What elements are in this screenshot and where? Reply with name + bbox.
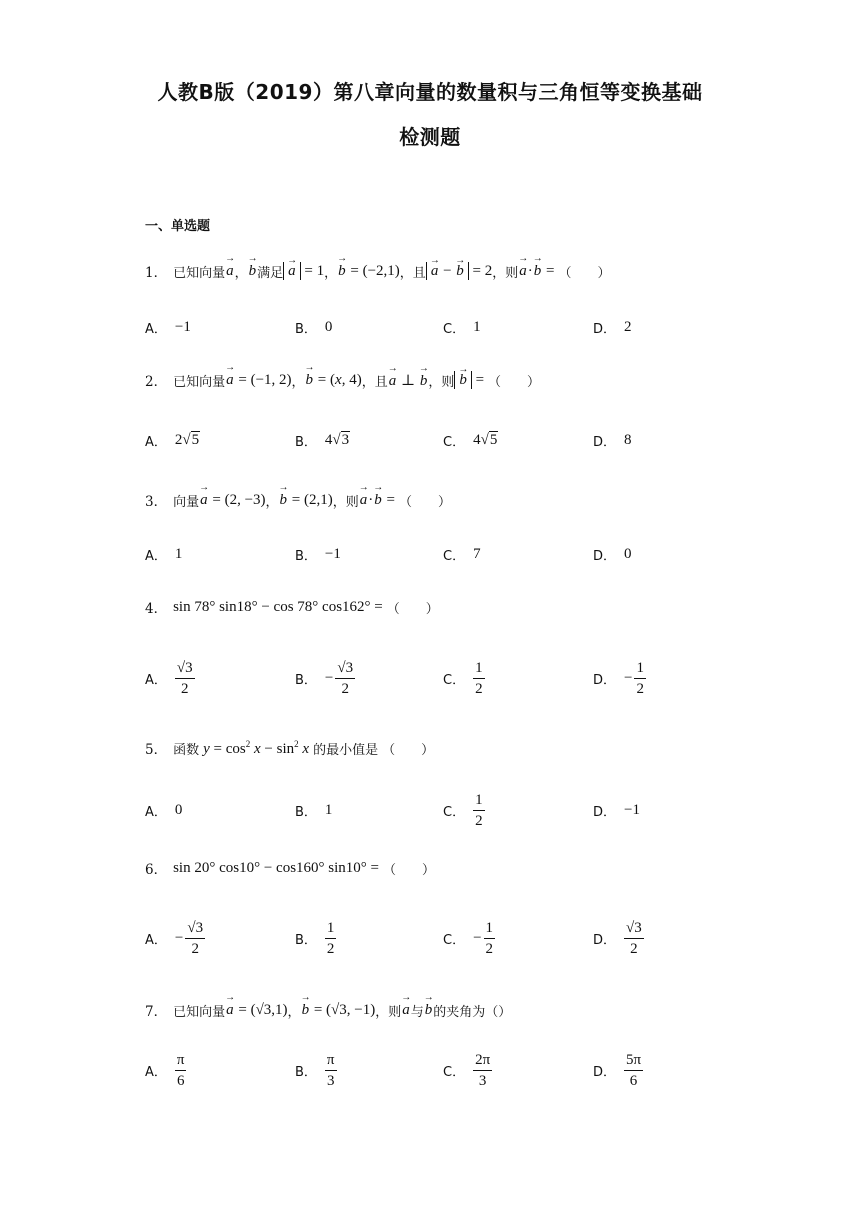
question-text: 向量 <box>173 494 200 510</box>
question-2 <box>145 365 540 395</box>
option-label: A． <box>145 672 167 688</box>
option-label: D． <box>593 1064 617 1080</box>
option-d[interactable] <box>593 918 644 958</box>
option-label: C． <box>443 548 466 564</box>
option-label: C． <box>443 672 466 688</box>
option-label: A． <box>145 932 167 948</box>
vector-b: → b <box>248 263 258 280</box>
options-6 <box>145 918 745 958</box>
question-text: ， <box>291 374 305 390</box>
option-b[interactable] <box>295 1050 337 1090</box>
fraction: $\frac{\pi}{6}$ <box>176 1051 185 1089</box>
vector-a: → a <box>401 1002 411 1019</box>
option-value: −1 <box>174 318 191 335</box>
option-value: 7 <box>473 545 481 562</box>
question-3 <box>145 485 451 515</box>
options-4 <box>145 658 745 698</box>
question-1 <box>145 256 611 286</box>
option-c[interactable] <box>443 420 498 460</box>
answer-blank: （ ） <box>382 742 435 758</box>
question-7 <box>145 995 511 1025</box>
option-b[interactable]: B． − $\frac{√3}{2}$ <box>295 659 354 697</box>
question-text: ， <box>287 1004 301 1020</box>
option-label: C． <box>443 321 466 337</box>
options-7 <box>145 1050 745 1090</box>
formula: → b = (2,1) <box>279 492 333 509</box>
question-number: 3． <box>145 494 168 510</box>
option-value: 8 <box>624 431 632 448</box>
option-label: C． <box>443 804 466 820</box>
fraction: $\frac{1}{2}$ <box>485 919 494 957</box>
question-text: 函数 <box>173 742 200 758</box>
question-text: ， <box>265 494 279 510</box>
option-value: 2√5 <box>174 431 200 448</box>
option-label: D． <box>593 804 617 820</box>
question-text: 已知向量 <box>173 265 226 281</box>
fraction: $\frac{1}{2}$ <box>636 659 644 697</box>
vector-a: → a <box>225 263 235 280</box>
fraction: $\frac{1}{2}$ <box>326 919 335 957</box>
option-label: A． <box>145 1064 167 1080</box>
option-a[interactable] <box>145 658 195 698</box>
section-title: 一、单选题 <box>145 219 211 234</box>
option-d[interactable] <box>593 420 632 460</box>
fraction: $\frac{√3}{2}$ <box>337 659 354 697</box>
question-text: ， <box>324 265 338 281</box>
formula: → a = (−1, 2) <box>225 372 291 389</box>
option-d[interactable]: D． − $\frac{1}{2}$ <box>593 659 644 697</box>
fraction: $\frac{√3}{2}$ <box>626 919 642 957</box>
option-b[interactable] <box>295 420 350 460</box>
fraction: $\frac{√3}{2}$ <box>187 919 204 957</box>
formula: → a − → b = 2 <box>426 262 492 280</box>
formula: → a = (√3,1) <box>225 1002 287 1019</box>
answer-blank: （ ） <box>488 374 541 390</box>
fraction: $\frac{√3}{2}$ <box>176 659 193 697</box>
option-label: A． <box>145 434 167 450</box>
question-number: 5． <box>145 742 168 758</box>
option-a[interactable] <box>145 420 200 460</box>
formula: → a = 1 <box>283 262 324 280</box>
option-value: 1 <box>324 801 333 818</box>
question-text: ，且 <box>361 374 388 390</box>
question-4 <box>145 592 439 622</box>
page-title-line2: 检测题 <box>399 125 461 149</box>
formula: $y = \cos^2 x - \sin^2 x$ <box>203 738 310 757</box>
option-value: −1 <box>624 801 640 818</box>
option-label: A． <box>145 548 167 564</box>
page-title: 人教B版（2019）第八章向量的数量积与三角恒等变换基础 <box>157 80 703 104</box>
option-value: 1 <box>473 318 481 335</box>
question-number: 1． <box>145 265 168 281</box>
option-c[interactable] <box>443 1050 492 1090</box>
option-label: D． <box>593 321 617 337</box>
question-6 <box>145 853 435 883</box>
option-value: 2 <box>624 318 632 335</box>
options-3 <box>145 534 745 574</box>
option-label: B． <box>295 434 317 450</box>
formula: → b = (x, 4) <box>305 372 362 389</box>
question-5 <box>145 733 434 763</box>
option-label: D． <box>593 672 617 688</box>
option-label: C． <box>443 434 466 450</box>
option-label: D． <box>593 932 617 948</box>
formula: sin 20° cos10° − cos160° sin10° = <box>173 859 380 876</box>
option-label: B． <box>295 1064 317 1080</box>
formula: → a = (2, −3) <box>199 492 265 509</box>
formula: → a ⊥ → b <box>388 371 429 390</box>
answer-blank: （ ） <box>398 494 451 510</box>
question-number: 6． <box>145 862 168 878</box>
question-text: ，则 <box>332 494 359 510</box>
option-a[interactable] <box>145 790 182 830</box>
formula: → b = (√3, −1) <box>301 1002 376 1019</box>
option-d[interactable] <box>593 1050 643 1090</box>
question-text: ，且 <box>399 265 426 281</box>
option-label: B． <box>295 932 317 948</box>
options-5 <box>145 790 745 830</box>
option-c[interactable] <box>443 534 481 574</box>
question-text: 满足 <box>257 265 284 281</box>
formula: → a·→ b = <box>359 492 395 509</box>
answer-blank: （ ） <box>386 601 439 617</box>
fraction: $\frac{5\pi}{6}$ <box>626 1051 642 1089</box>
option-b[interactable] <box>295 790 332 830</box>
option-label: C． <box>443 1064 466 1080</box>
option-label: B． <box>295 804 317 820</box>
question-text: 已知向量 <box>173 374 226 390</box>
option-d[interactable] <box>593 307 632 347</box>
options-1 <box>145 307 745 347</box>
option-a[interactable]: A． − $\frac{√3}{2}$ <box>145 919 204 957</box>
option-a[interactable] <box>145 1050 186 1090</box>
option-d[interactable] <box>593 534 632 574</box>
answer-blank: （ ） <box>558 265 611 281</box>
option-label: D． <box>593 548 617 564</box>
question-text: 与 <box>410 1004 424 1020</box>
option-value: 4√5 <box>473 431 498 448</box>
fraction: $\frac{2\pi}{3}$ <box>475 1051 491 1089</box>
option-label: D． <box>593 434 617 450</box>
vector-b: → b <box>424 1002 434 1019</box>
question-number: 4． <box>145 601 168 617</box>
question-text: ，则 <box>428 374 455 390</box>
option-label: A． <box>145 321 167 337</box>
option-value: −1 <box>324 545 341 562</box>
option-d[interactable] <box>593 790 640 830</box>
option-a[interactable] <box>145 307 191 347</box>
option-label: C． <box>443 932 466 948</box>
fraction: $\frac{1}{2}$ <box>475 791 483 829</box>
question-number: 7． <box>145 1004 168 1020</box>
option-c[interactable] <box>443 307 481 347</box>
fraction: $\frac{1}{2}$ <box>475 659 483 697</box>
option-b[interactable] <box>295 534 341 574</box>
option-c[interactable] <box>443 790 485 830</box>
question-text: 已知向量 <box>173 1004 226 1020</box>
option-label: B． <box>295 321 317 337</box>
answer-blank: （ ） <box>383 862 436 878</box>
fraction: $\frac{\pi}{3}$ <box>326 1051 335 1089</box>
option-value: 0 <box>324 318 333 335</box>
formula: → a·→ b = <box>518 263 554 280</box>
option-b[interactable] <box>295 918 336 958</box>
option-label: B． <box>295 548 317 564</box>
option-b[interactable] <box>295 307 332 347</box>
formula: → b = (−2,1) <box>337 263 400 280</box>
question-text: ，则 <box>492 265 519 281</box>
question-text: 的夹角为 <box>433 1004 486 1020</box>
formula: → b = <box>454 371 484 389</box>
answer-blank: （） <box>485 1004 512 1020</box>
option-label: B． <box>295 672 317 688</box>
option-value: 4√3 <box>324 431 350 448</box>
option-a[interactable] <box>145 534 182 574</box>
question-text: ，则 <box>375 1004 402 1020</box>
question-number: 2． <box>145 374 168 390</box>
formula: sin 78° sin18° − cos 78° cos162° = <box>173 598 383 615</box>
question-text: 的最小值是 <box>313 742 379 758</box>
question-text: ， <box>234 265 248 281</box>
options-2 <box>145 420 745 460</box>
option-c[interactable]: C． − $\frac{1}{2}$ <box>443 919 494 957</box>
option-value: 1 <box>174 545 183 562</box>
option-value: 0 <box>624 545 632 562</box>
option-c[interactable] <box>443 658 485 698</box>
option-value: 0 <box>174 801 183 818</box>
option-label: A． <box>145 804 167 820</box>
